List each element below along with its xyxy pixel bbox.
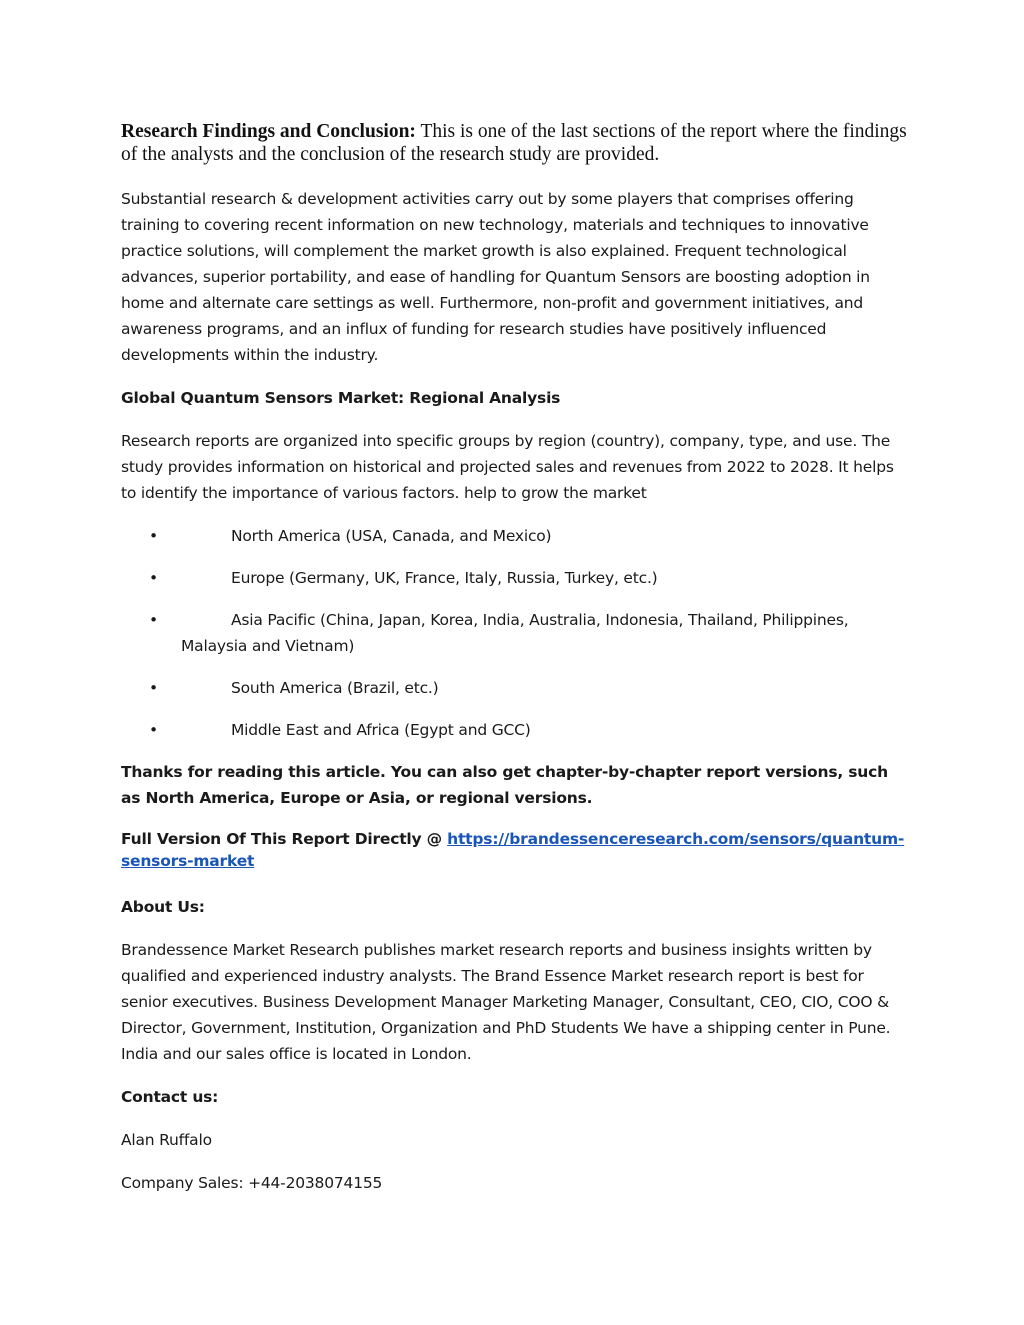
region-label: Middle East and Africa (Egypt and GCC) <box>231 721 531 739</box>
intro-paragraph <box>121 120 911 166</box>
full-version-paragraph <box>121 828 911 872</box>
list-item <box>121 717 911 743</box>
region-label: South America (Brazil, etc.) <box>231 679 439 697</box>
bullet-icon: • <box>149 569 158 587</box>
document-content <box>121 120 911 1196</box>
contact-name: Alan Ruffalo <box>121 1131 212 1149</box>
bullet-icon: • <box>149 679 158 697</box>
contact-heading: Contact us: <box>121 1088 219 1106</box>
region-label: Europe (Germany, UK, France, Italy, Russia, Turkey, etc.) <box>231 569 658 587</box>
list-item <box>121 675 911 701</box>
region-label-continued: Malaysia and Vietnam) <box>181 637 355 655</box>
region-label: Asia Pacific (China, Japan, Korea, India, Australia, Indonesia, Thailand, Philippines, <box>231 611 849 629</box>
region-list <box>121 523 911 743</box>
report-link[interactable]: https://brandessenceresearch.com/sensors/quantum-sensors-market <box>121 830 905 870</box>
bullet-icon: • <box>149 527 158 545</box>
regional-heading: Global Quantum Sensors Market: Regional Analysis <box>121 389 561 407</box>
list-item <box>121 565 911 591</box>
region-label: North America (USA, Canada, and Mexico) <box>231 527 552 545</box>
about-heading: About Us: <box>121 898 205 916</box>
full-version-label: Full Version Of This Report Directly @ <box>121 830 448 848</box>
thanks-paragraph: Thanks for reading this article. You can also get chapter-by-chapter report versions, such as North America, Europe or Asia, or regional versions. <box>121 763 888 807</box>
regional-paragraph: Research reports are organized into specific groups by region (country), company, type, and use. The study provides information on historical and projected sales and revenues from 2022 to 2028. It helps to identify the importance of various factors. help to grow the market <box>121 432 894 502</box>
list-item <box>121 607 911 659</box>
bullet-icon: • <box>149 721 158 739</box>
about-paragraph: Brandessence Market Research publishes market research reports and business insights written by qualified and experienced industry analysts. The Brand Essence Market research report is best for senior executives. Business Development Manager Marketing Manager, Consultant, CEO, CIO, COO & Director, Government, Institution, Organization and PhD Students We have a shipping center in Pune. India and our sales office is located in London. <box>121 941 891 1063</box>
intro-heading: Research Findings and Conclusion: <box>121 121 416 142</box>
contact-sales: Company Sales: +44-2038074155 <box>121 1174 383 1192</box>
intro-text: This is one of the last sections of the report where the findings of the analysts and the conclusion of the research study are provided. <box>121 121 907 165</box>
list-item <box>121 523 911 549</box>
research-paragraph: Substantial research & development activities carry out by some players that comprises offering training to covering recent information on new technology, materials and techniques to innovative practice solutions, will complement the market growth is also explained. Frequent technological advances, superior portability, and ease of handling for Quantum Sensors are boosting adoption in home and alternate care settings as well. Furthermore, non-profit and government initiatives, and awareness programs, and an influx of funding for research studies have positively influenced developments within the industry. <box>121 190 870 364</box>
bullet-icon: • <box>149 611 158 629</box>
